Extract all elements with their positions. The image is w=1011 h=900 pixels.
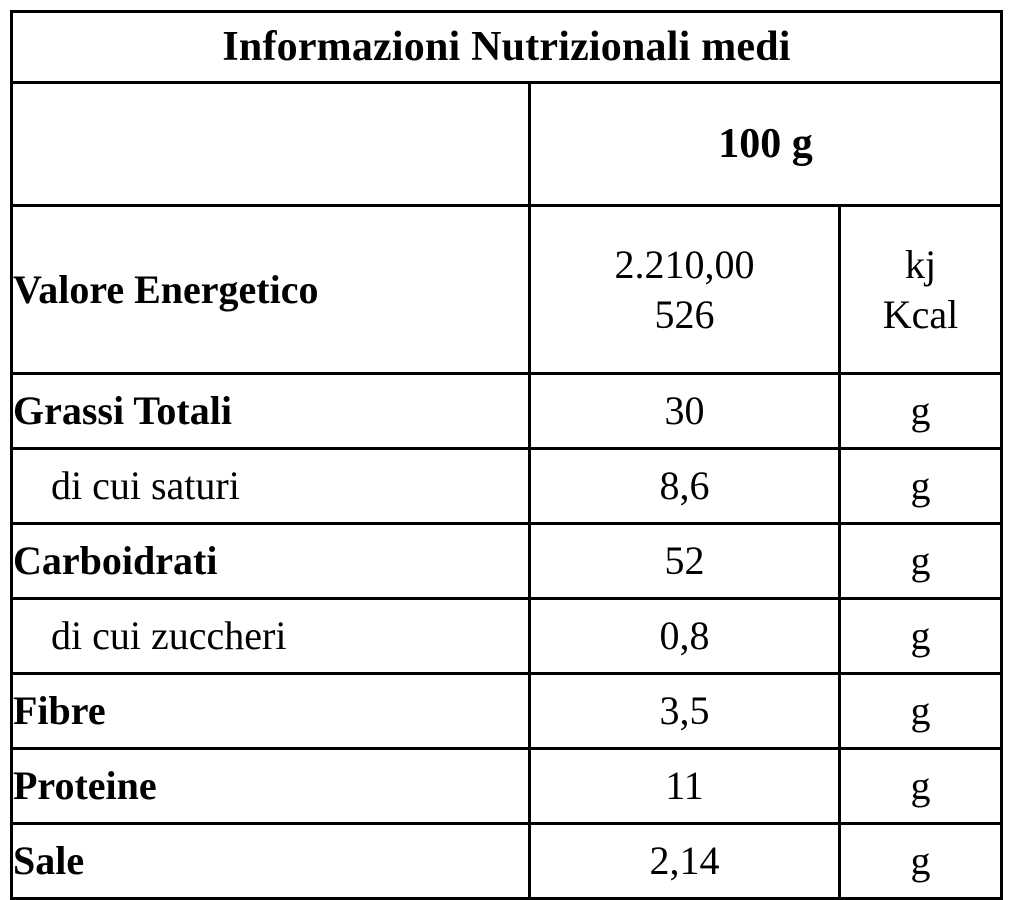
empty-header-cell: [12, 83, 530, 206]
table-row-portion-header: [12, 83, 1002, 206]
nutrient-label: Grassi Totali: [12, 374, 530, 449]
table-row: [12, 824, 1002, 899]
energy-units-stack: [841, 207, 1000, 372]
table-row: [12, 749, 1002, 824]
nutrient-value: 0,8: [530, 599, 840, 674]
table-row-energy: [12, 206, 1002, 374]
nutrient-unit: g: [840, 824, 1002, 899]
energy-value-kcal: 526: [654, 291, 715, 337]
nutrient-unit: g: [840, 449, 1002, 524]
nutrient-unit: g: [840, 599, 1002, 674]
nutrient-label: Proteine: [12, 749, 530, 824]
energy-values-cell: [530, 206, 840, 374]
portion-size-header: 100 g: [530, 83, 1002, 206]
energy-unit-kcal: Kcal: [882, 291, 959, 337]
table-row: [12, 449, 1002, 524]
energy-value-kj: 2.210,00: [614, 241, 755, 287]
nutrient-unit: g: [840, 674, 1002, 749]
nutrient-value: 8,6: [530, 449, 840, 524]
nutrition-facts-table: [10, 10, 1003, 900]
nutrient-label: Carboidrati: [12, 524, 530, 599]
energy-units-cell: [840, 206, 1002, 374]
table-row-title: [12, 12, 1002, 83]
table-row: [12, 674, 1002, 749]
nutrient-unit: g: [840, 749, 1002, 824]
nutrient-value: 30: [530, 374, 840, 449]
table-row: [12, 599, 1002, 674]
nutrient-unit: g: [840, 524, 1002, 599]
energy-values-stack: [531, 207, 838, 372]
nutrient-value: 11: [530, 749, 840, 824]
nutrient-label: di cui saturi: [12, 449, 530, 524]
table-row: [12, 374, 1002, 449]
table-title: Informazioni Nutrizionali medi: [12, 12, 1002, 83]
energy-label: Valore Energetico: [12, 206, 530, 374]
nutrient-value: 3,5: [530, 674, 840, 749]
nutrient-value: 2,14: [530, 824, 840, 899]
table-row: [12, 524, 1002, 599]
nutrient-unit: g: [840, 374, 1002, 449]
nutrient-value: 52: [530, 524, 840, 599]
energy-unit-kj: kj: [904, 241, 937, 287]
nutrient-label: di cui zuccheri: [12, 599, 530, 674]
nutrient-label: Sale: [12, 824, 530, 899]
nutrient-label: Fibre: [12, 674, 530, 749]
